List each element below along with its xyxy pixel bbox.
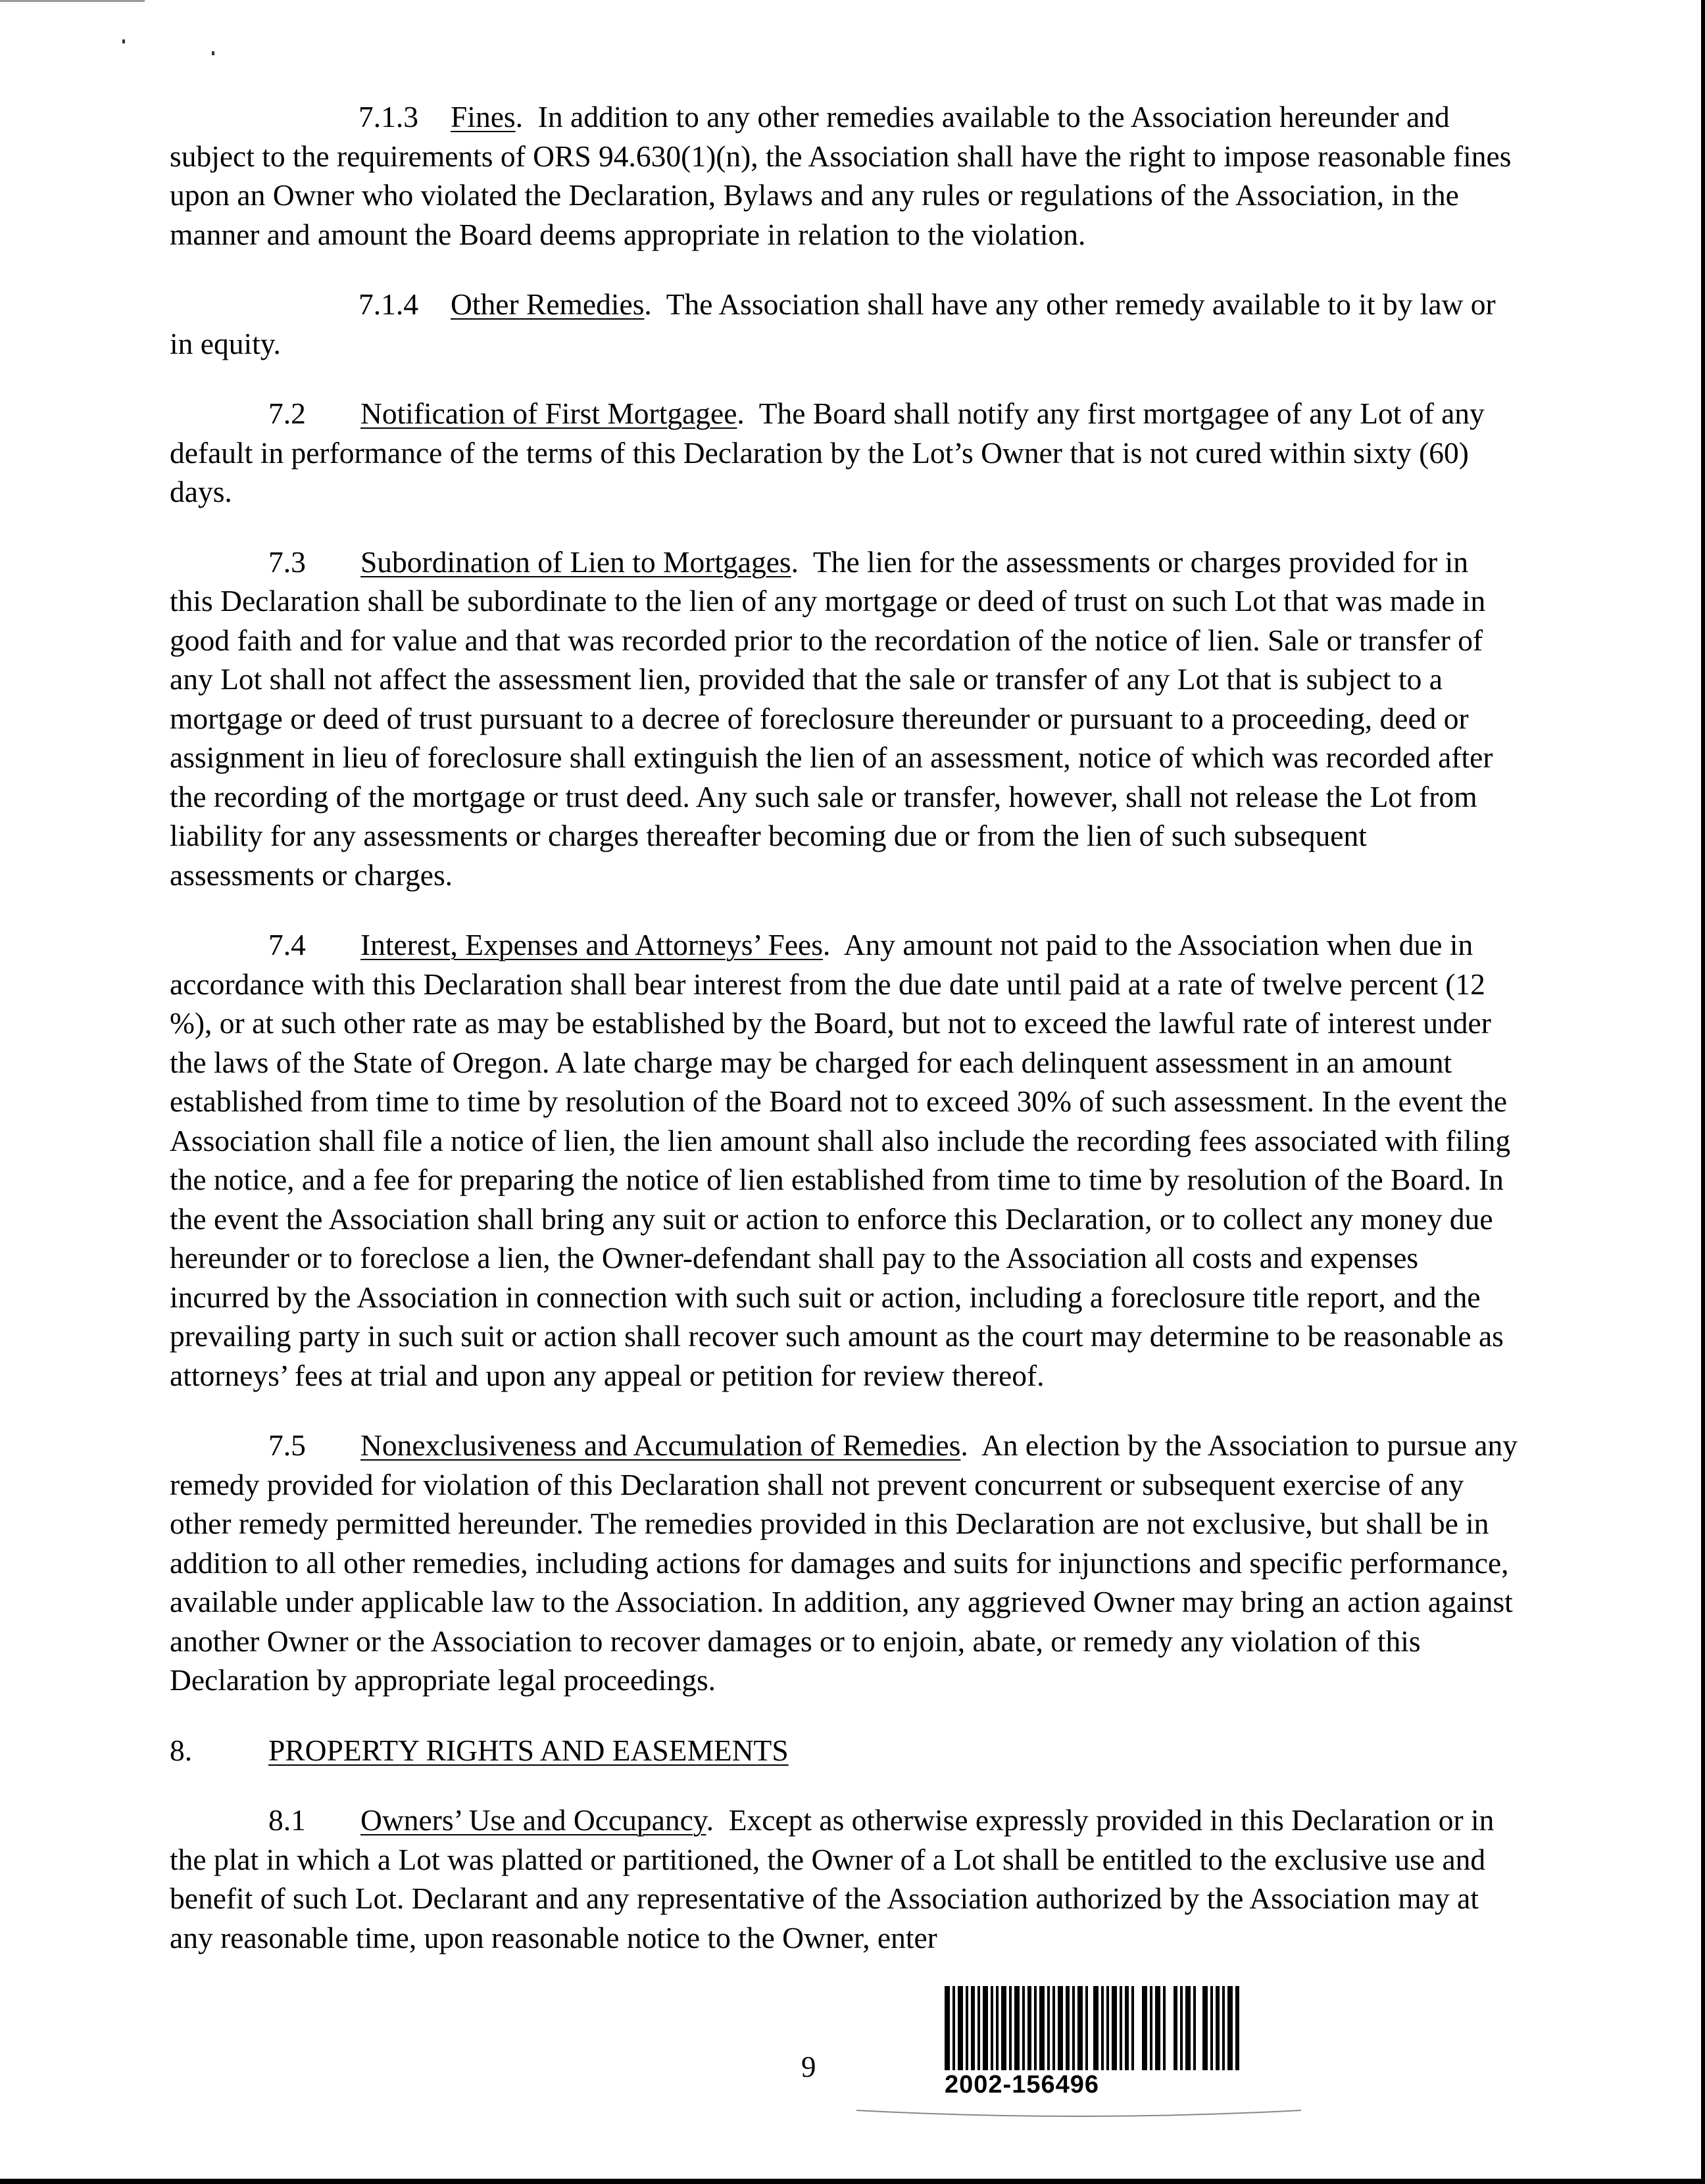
scan-speck (212, 51, 214, 55)
section-body: The lien for the assessments or charges provided for in this Declaration shall be subordinate to the lien of any mortgage or deed of trust on such Lot that was made in good faith and for value and that was recorded prior to the recordation of the notice of lien. Sale or transfer of any Lot shall not affect the assessment lien, provided that the sale or transfer of any Lot that is subject to a mortgage or deed of trust pursuant to a decree of foreclosure thereunder or pursuant to a proceeding, deed or assignment in lieu of foreclosure shall extinguish the lien of an assessment, notice of which was recorded after the recording of the mortgage or trust deed. Any such sale or transfer, however, shall not release the Lot from liability for any assessments or charges thereafter becoming due or from the lien of such subsequent assessments or charges. (170, 545, 1493, 892)
recording-number: 2002-156496 (945, 2071, 1099, 2099)
section-body: The Board shall notify any first mortgagee of any Lot of any default in performance of the terms of this Declaration by the Lot’s Owner that is not cured within sixty (60) days. (170, 397, 1485, 508)
section-title: Owners’ Use and Occupancy (360, 1803, 706, 1837)
section-7-3: 7.3 Subordination of Lien to Mortgages. The lien for the assessments or charges provided for in this Declaration shall be subordinate to the lien of any mortgage or deed of trust on such Lot that was made in good faith and for value and that was recorded prior to the recordation of the notice of lien. Sale or transfer of any Lot shall not affect the assessment lien, provided that the sale or transfer of any Lot that is subject to a mortgage or deed of trust pursuant to a decree of foreclosure thereunder or pursuant to a proceeding, deed or assignment in lieu of foreclosure shall extinguish the lien of an assessment, notice of which was recorded after the recording of the mortgage or trust deed. Any such sale or transfer, however, shall not release the Lot from liability for any assessments or charges thereafter becoming due or from the lien of such subsequent assessments or charges. (170, 543, 1518, 895)
scan-speck (122, 39, 125, 43)
section-8-1: 8.1 Owners’ Use and Occupancy. Except as otherwise expressly provided in this Declaration or in the plat in which a Lot was platted or partitioned, the Owner of a Lot shall be entitled to the exclusive use and benefit of such Lot. Declarant and any representative of the Association authorized by the Association may at any reasonable time, upon reasonable notice to the Owner, enter (170, 1801, 1518, 1957)
barcode-underline (855, 2108, 1302, 2121)
section-body: An election by the Association to pursue any remedy provided for violation of this Declaration shall not prevent concurrent or subsequent exercise of any other remedy permitted hereunder. The remedies provided in this Declaration are not exclusive, but shall be in addition to all other remedies, including actions for damages and suits for injunctions and specific performance, available under applicable law to the Association. In addition, any aggrieved Owner may bring an action against another Owner or the Association to recover damages or to enjoin, abate, or remedy any violation of this Declaration by appropriate legal proceedings. (170, 1428, 1518, 1697)
section-number: 7.1.4 (358, 287, 418, 321)
section-body: In addition to any other remedies available to the Association hereunder and subject to the requirements of ORS 94.630(1)(n), the Association shall have the right to impose reasonable fines upon an Owner who violated the Declaration, Bylaws and any rules or regulations of the Association, in the manner and amount the Board deems appropriate in relation to the violation. (170, 100, 1512, 251)
section-number: 7.2 (268, 397, 306, 430)
scan-artifact (0, 0, 145, 2)
scan-edge (1701, 0, 1705, 2184)
section-number: 7.5 (268, 1428, 306, 1462)
section-7-4: 7.4 Interest, Expenses and Attorneys’ Fees. Any amount not paid to the Association when due in accordance with this Declaration shall bear interest from the due date until paid at a rate of twelve percent (12 %), or at such other rate as may be established by the Board, but not to exceed the lawful rate of interest under the laws of the State of Oregon. A late charge may be charged for each delinquent assessment in an amount established from time to time by resolution of the Board not to exceed 30% of such assessment. In the event the Association shall file a notice of lien, the lien amount shall also include the recording fees associated with filing the notice, and a fee for preparing the notice of lien established from time to time by resolution of the Board. In the event the Association shall bring any suit or action to enforce this Declaration, or to collect any money due hereunder or to foreclose a lien, the Owner-defendant shall pay to the Association all costs and expenses incurred by the Association in connection with such suit or action, including a foreclosure title report, and the prevailing party in such suit or action shall recover such amount as the court may determine to be reasonable as attorneys’ fees at trial and upon any appeal or petition for review thereof. (170, 925, 1518, 1395)
section-7-5: 7.5 Nonexclusiveness and Accumulation of Remedies. An election by the Association to pursue any remedy provided for violation of this Declaration shall not prevent concurrent or subsequent exercise of any other remedy permitted hereunder. The remedies provided in this Declaration are not exclusive, but shall be in addition to all other remedies, including actions for damages and suits for injunctions and specific performance, available under applicable law to the Association. In addition, any aggrieved Owner may bring an action against another Owner or the Association to recover damages or to enjoin, abate, or remedy any violation of this Declaration by appropriate legal proceedings. (170, 1426, 1518, 1700)
section-title: Interest, Expenses and Attorneys’ Fees (360, 928, 823, 961)
section-title: Other Remedies (451, 287, 645, 321)
section-number: 7.1.3 (358, 100, 418, 133)
section-title: Subordination of Lien to Mortgages (360, 545, 791, 579)
section-heading-8 (170, 1731, 1518, 1770)
heading-number: 8. (170, 1733, 193, 1767)
section-title: Notification of First Mortgagee (360, 397, 737, 430)
section-body: The Association shall have any other remedy available to it by law or in equity. (170, 287, 1496, 360)
barcode-image (945, 1986, 1241, 2070)
section-body: Except as otherwise expressly provided in this Declaration or in the plat in which a Lot was platted or partitioned, the Owner of a Lot shall be entitled to the exclusive use and benefit of such Lot. Declarant and any representative of the Association authorized by the Association may at any reasonable time, upon reasonable notice to the Owner, enter (170, 1803, 1495, 1954)
section-7-2: 7.2 Notification of First Mortgagee. The Board shall notify any first mortgagee of any Lot of any default in performance of the terms of this Declaration by the Lot’s Owner that is not cured within sixty (60) days. (170, 394, 1518, 512)
section-title: Nonexclusiveness and Accumulation of Remedies (360, 1428, 961, 1462)
section-body: Any amount not paid to the Association when due in accordance with this Declaration shall bear interest from the due date until paid at a rate of twelve percent (12 %), or at such other rate as may be established by the Board, but not to exceed the lawful rate of interest under the laws of the State of Oregon. A late charge may be charged for each delinquent assessment in an amount established from time to time by resolution of the Board not to exceed 30% of such assessment. In the event the Association shall file a notice of lien, the lien amount shall also include the recording fees associated with filing the notice, and a fee for preparing the notice of lien established from time to time by resolution of the Board. In the event the Association shall bring any suit or action to enforce this Declaration, or to collect any money due hereunder or to foreclose a lien, the Owner-defendant shall pay to the Association all costs and expenses incurred by the Association in connection with such suit or action, including a foreclosure title report, and the prevailing party in such suit or action shall recover such amount as the court may determine to be reasonable as attorneys’ fees at trial and upon any appeal or petition for review thereof. (170, 928, 1511, 1392)
page-number: 9 (801, 2051, 816, 2083)
section-number: 7.4 (268, 928, 306, 961)
scan-edge (0, 2179, 1705, 2184)
section-7-1-4: 7.1.4 Other Remedies. The Association shall have any other remedy available to it by law or in equity. (170, 285, 1518, 363)
document-body (170, 97, 1518, 1988)
section-title: Fines (451, 100, 516, 133)
section-7-1-3: 7.1.3 Fines. In addition to any other remedies available to the Association hereunder and subject to the requirements of ORS 94.630(1)(n), the Association shall have the right to impose reasonable fines upon an Owner who violated the Declaration, Bylaws and any rules or regulations of the Association, in the manner and amount the Board deems appropriate in relation to the violation. (170, 97, 1518, 254)
section-number: 7.3 (268, 545, 306, 579)
section-number: 8.1 (268, 1803, 306, 1837)
heading-title: PROPERTY RIGHTS AND EASEMENTS (268, 1733, 789, 1767)
